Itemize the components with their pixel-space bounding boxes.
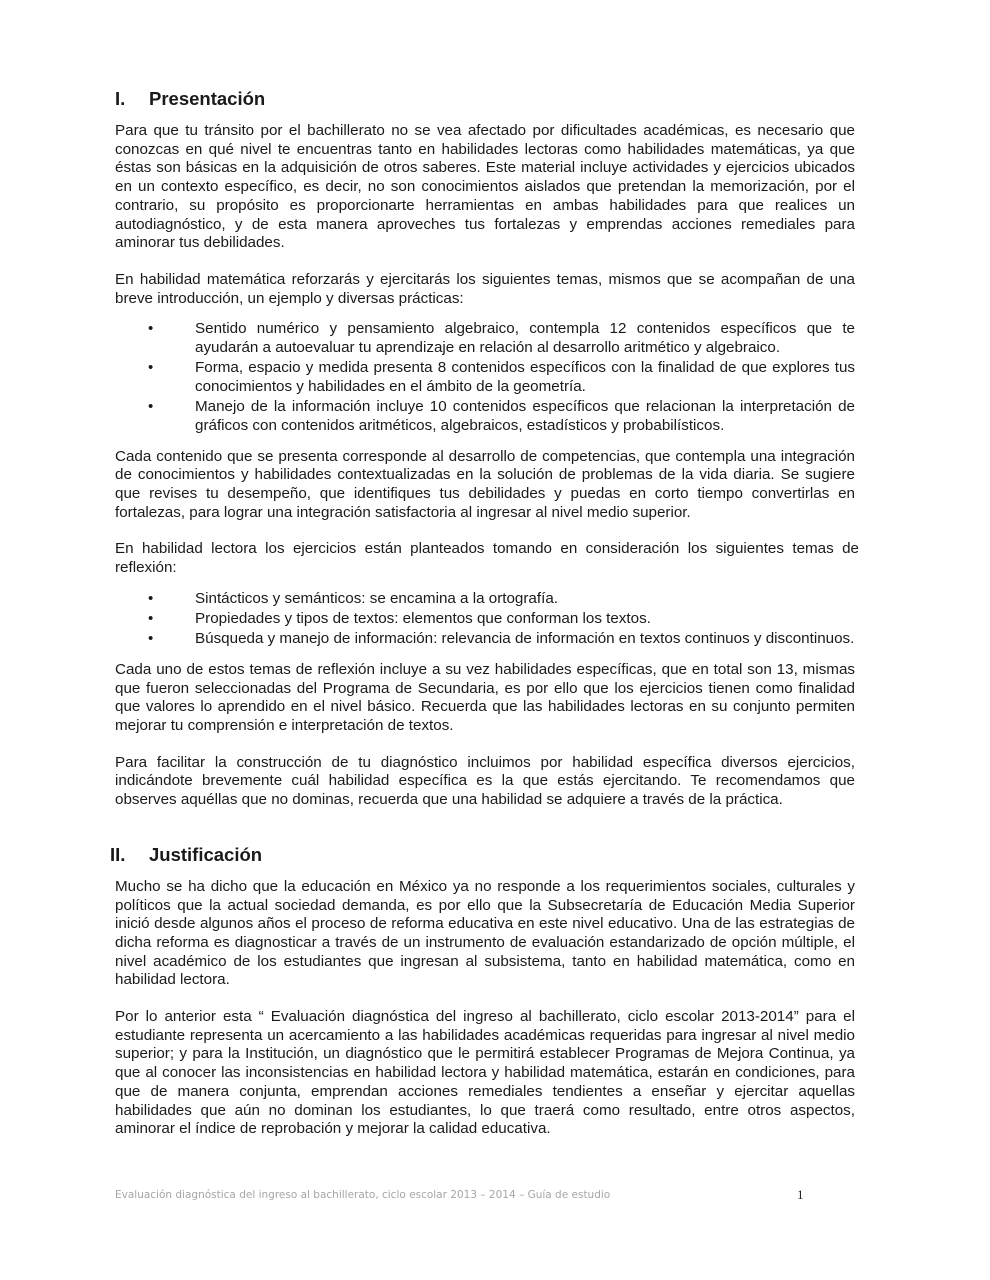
section-number: II. xyxy=(110,843,126,865)
list-item: • Sentido numérico y pensamiento algebraico, contempla 12 contenidos específicos que te ayudarán a autoevaluar tu aprendizaje en relación al desarrollo aritmético y algebraico. xyxy=(115,320,855,357)
list-item: • Propiedades y tipos de textos: elementos que conforman los textos. xyxy=(115,610,859,629)
paragraph: Cada contenido que se presenta corresponde al desarrollo de competencias, que contempla una integración de conocimientos y habilidades contextualizadas en la solución de problemas de la vida diaria. Se sugiere que revises tu desempeño, que identifiques tus debilidades y puedas en corto tiempo convertirlas en fortalezas, para lograr una integración satisfactoria al ingresar al nivel medio superior. xyxy=(115,447,855,521)
section-title: Presentación xyxy=(149,88,266,109)
paragraph: Por lo anterior esta “ Evaluación diagnóstica del ingreso al bachillerato, ciclo escolar 2013-2014” para el estudiante representa un acercamiento a las habilidades académicas requeridas para ingresar al nivel medio superior; y para la Institución, un diagnóstico que le permitirá establecer Programas de Mejora Continua, ya que al conocer las inconsistencias en habilidad lectora y habilidad matemática, estarán en condiciones, para que de manera conjunta, emprendan acciones remediales tendientes a enseñar y ejercitar aquellas habilidades que aún no dominan los estudiantes, lo que traerá como resultado, entre otros aspectos, aminorar el índice de reprobación y mejorar la calidad educativa. xyxy=(115,1008,855,1138)
section-number: I. xyxy=(115,88,126,109)
paragraph: Para que tu tránsito por el bachillerato no se vea afectado por dificultades académicas, es necesario que conozcas en qué nivel te encuentras tanto en habilidades lectoras como habilidades matemáticas, ya que éstas son básicas en la adquisición de otros saberes. Este material incluye actividades y ejercicios ubicados en un contexto específico, es decir, no son conocimientos aislados que pretendan la memorización, por el contrario, su propósito es proporcionarte herramientas en ambas habilidades para que realices un autodiagnóstico, y de esta manera aproveches tus fortalezas y emprendas acciones remediales para aminorar tus debilidades. xyxy=(115,122,855,252)
paragraph: Mucho se ha dicho que la educación en México ya no responde a los requerimientos sociales, culturales y políticos que la actual sociedad demanda, es por ello que la Subsecretaría de Educación Media Superior inició desde algunos años el proceso de reforma educativa en este nivel educativo. Una de las estrategias de dicha reforma es diagnosticar a través de un instrumento de evaluación estandarizado de opción múltiple, el nivel académico de los estudiantes que ingresan al subsistema, tanto en habilidad matemática, como en habilidad lectora. xyxy=(115,877,855,989)
section-title: Justificación xyxy=(149,843,263,865)
list-item: • Búsqueda y manejo de información: relevancia de información en textos continuos y discontinuos. xyxy=(115,630,859,649)
page-number: 1 xyxy=(797,1187,804,1202)
math-topics-list xyxy=(115,320,855,435)
footer-text: Evaluación diagnóstica del ingreso al bachillerato, ciclo escolar 2013 – 2014 – Guía de estudio xyxy=(115,1189,611,1201)
section-heading-justificacion xyxy=(110,844,855,866)
list-item: • Forma, espacio y medida presenta 8 contenidos específicos con la finalidad de que explores tus conocimientos y habilidades en el ámbito de la geometría. xyxy=(115,359,855,396)
section-heading-presentacion xyxy=(115,88,855,110)
list-item: • Manejo de la información incluye 10 contenidos específicos que relacionan la interpretación de gráficos con contenidos aritméticos, algebraicos, estadísticos y probabilísticos. xyxy=(115,398,855,435)
paragraph: En habilidad lectora los ejercicios están planteados tomando en consideración los siguientes temas de reflexión: xyxy=(115,540,859,577)
paragraph: En habilidad matemática reforzarás y ejercitarás los siguientes temas, mismos que se acompañan de una breve introducción, un ejemplo y diversas prácticas: xyxy=(115,270,855,307)
page-content xyxy=(110,88,859,1157)
paragraph: Para facilitar la construcción de tu diagnóstico incluimos por habilidad específica diversos ejercicios, indicándote brevemente cuál habilidad específica es la que estás ejercitando. Te recomendamos que observes aquéllas que no dominas, recuerda que una habilidad se adquiere a través de la práctica. xyxy=(115,753,855,809)
reading-topics-list xyxy=(115,590,855,649)
list-item: • Sintácticos y semánticos: se encamina a la ortografía. xyxy=(115,590,859,609)
paragraph: Cada uno de estos temas de reflexión incluye a su vez habilidades específicas, que en total son 13, mismas que fueron seleccionadas del Programa de Secundaria, es por ello que los ejercicios tienen como finalidad que valores lo aprendido en el nivel básico. Recuerda que las habilidades lectoras en su conjunto permiten mejorar tu comprensión e interpretación de textos. xyxy=(115,660,855,734)
